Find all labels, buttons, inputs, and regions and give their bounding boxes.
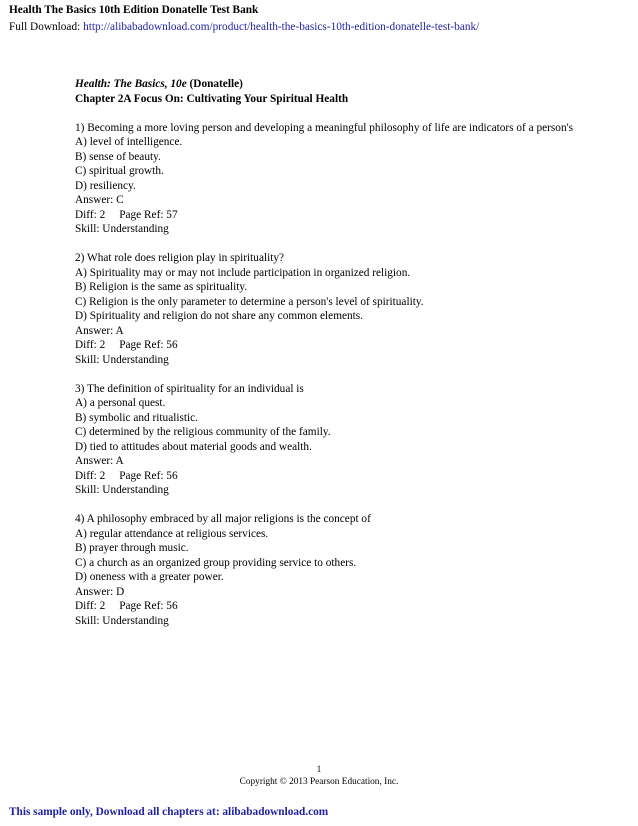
- answer: Answer: C: [75, 194, 124, 206]
- banner-title: Health The Basics 10th Edition Donatelle Test Bank: [9, 4, 259, 16]
- skill: Skill: Understanding: [75, 353, 169, 366]
- option-c: C) Religion is the only parameter to determine a person's level of spirituality.: [75, 295, 424, 308]
- bottom-banner[interactable]: This sample only, Download all chapters at: alibabadownload.com: [9, 806, 329, 818]
- difficulty: Diff: 2: [75, 600, 106, 612]
- option-b: B) Religion is the same as spirituality.: [75, 281, 248, 293]
- question-stem: 3) The definition of spirituality for an individual is: [75, 382, 304, 395]
- book-title-italic: Health: The Basics, 10e: [75, 78, 187, 90]
- option-c: C) spiritual growth.: [75, 165, 164, 177]
- page-ref: Page Ref: 56: [119, 469, 178, 482]
- option-c: C) a church as an organized group providing service to others.: [75, 556, 357, 569]
- question-2: [75, 251, 595, 367]
- question-4: [75, 512, 595, 628]
- diff-pageref: [75, 469, 595, 484]
- option-a: A) Spirituality may or may not include participation in organized religion.: [75, 266, 411, 279]
- difficulty: Diff: 2: [75, 469, 106, 482]
- page-footer: [0, 764, 638, 788]
- diff-pageref: [75, 208, 595, 223]
- skill: Skill: Understanding: [75, 484, 169, 496]
- book-title: [75, 77, 595, 92]
- question-stem: 4) A philosophy embraced by all major religions is the concept of: [75, 513, 371, 525]
- skill: Skill: Understanding: [75, 223, 169, 235]
- page-ref: Page Ref: 57: [119, 208, 178, 221]
- test-bank-content: [75, 77, 595, 628]
- answer: Answer: A: [75, 455, 124, 467]
- option-b: B) prayer through music.: [75, 542, 189, 554]
- option-d: D) tied to attitudes about material goods and wealth.: [75, 440, 312, 453]
- diff-pageref: [75, 599, 595, 614]
- book-author: (Donatelle): [186, 78, 243, 90]
- top-banner: [9, 2, 634, 36]
- skill: Skill: Understanding: [75, 614, 169, 627]
- chapter-title: Chapter 2A Focus On: Cultivating Your Spiritual Health: [75, 92, 349, 105]
- question-stem: 2) What role does religion play in spirituality?: [75, 252, 285, 264]
- copyright: Copyright © 2013 Pearson Education, Inc.: [239, 777, 399, 787]
- difficulty: Diff: 2: [75, 339, 106, 351]
- difficulty: Diff: 2: [75, 208, 106, 221]
- page-ref: Page Ref: 56: [119, 339, 178, 351]
- download-prefix: Full Download:: [9, 21, 84, 33]
- option-a: A) level of intelligence.: [75, 136, 183, 148]
- option-a: A) regular attendance at religious services.: [75, 527, 269, 540]
- option-a: A) a personal quest.: [75, 397, 166, 409]
- answer: Answer: D: [75, 585, 125, 598]
- option-b: B) sense of beauty.: [75, 150, 161, 163]
- download-link[interactable]: http://alibabadownload.com/product/health-the-basics-10th-edition-donatelle-test-bank/: [83, 21, 480, 33]
- option-c: C) determined by the religious community of the family.: [75, 426, 331, 438]
- question-1: [75, 121, 595, 237]
- option-d: D) resiliency.: [75, 179, 136, 192]
- page-ref: Page Ref: 56: [119, 600, 178, 612]
- question-stem: 1) Becoming a more loving person and developing a meaningful philosophy of life are indicators of a person's: [75, 121, 574, 134]
- answer: Answer: A: [75, 324, 124, 337]
- option-d: D) Spirituality and religion do not share any common elements.: [75, 310, 364, 322]
- option-d: D) oneness with a greater power.: [75, 571, 224, 583]
- page-number: 1: [316, 765, 322, 775]
- diff-pageref: [75, 338, 595, 353]
- option-b: B) symbolic and ritualistic.: [75, 411, 198, 424]
- download-line: [9, 19, 634, 36]
- question-3: [75, 382, 595, 498]
